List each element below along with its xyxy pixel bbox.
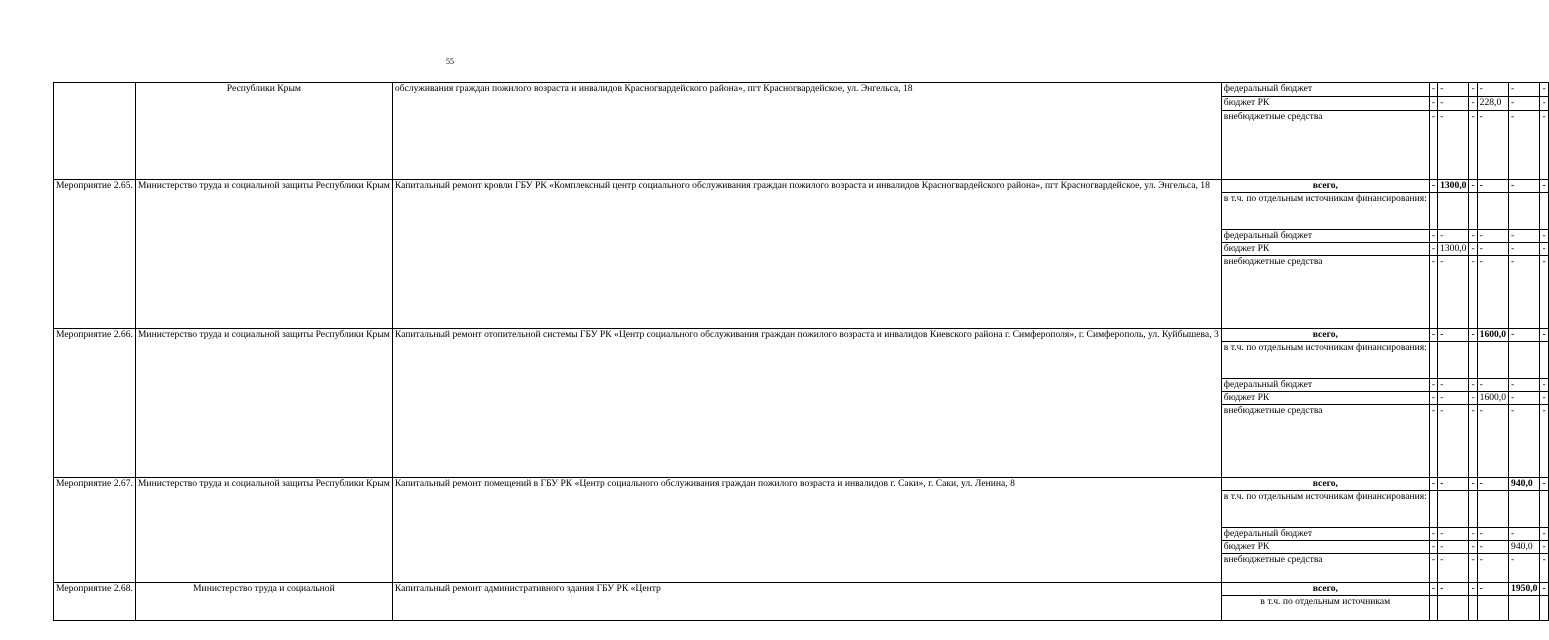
source-row-value-2: - xyxy=(1438,83,1469,97)
total-row-value-3: - xyxy=(1469,583,1477,596)
total-label-cell: всего, xyxy=(1221,180,1429,193)
measure-id-cell: Мероприятие 2.67. xyxy=(54,478,136,583)
org-cell: Министерство труда и социальной xyxy=(135,583,392,621)
total-row-value-6: - xyxy=(1540,583,1548,596)
empty-value-cell xyxy=(1509,491,1540,528)
source-row-value-6: - xyxy=(1540,83,1548,97)
org-cell: Министерство труда и социальной защиты Республики Крым xyxy=(135,329,392,478)
source-row-value-6: - xyxy=(1540,541,1548,554)
source-row-value-1: - xyxy=(1429,83,1437,97)
empty-value-cell xyxy=(1469,491,1477,528)
empty-value-cell xyxy=(1509,342,1540,379)
empty-value-cell xyxy=(1438,491,1469,528)
source-row-value-3: - xyxy=(1469,379,1477,392)
source-cell: бюджет РК xyxy=(1221,97,1429,111)
source-row-value-3: - xyxy=(1469,541,1477,554)
including-label-cell: в т.ч. по отдельным источникам финансирования: xyxy=(1221,193,1429,230)
page-number: 55 xyxy=(446,57,454,66)
source-row-value-1: - xyxy=(1429,528,1437,541)
empty-value-cell xyxy=(1477,193,1508,230)
source-row-value-4: - xyxy=(1477,379,1508,392)
source-row-value-5: - xyxy=(1509,83,1540,97)
source-row-value-4: - xyxy=(1477,83,1508,97)
source-row-value-2: 1300,0 xyxy=(1438,243,1469,256)
measure-id-cell xyxy=(54,83,136,180)
total-row-value-4: - xyxy=(1477,478,1508,491)
empty-value-cell xyxy=(1429,193,1437,230)
total-row xyxy=(54,329,1549,342)
total-row-value-1: - xyxy=(1429,478,1437,491)
empty-value-cell xyxy=(1438,342,1469,379)
source-row-value-5: - xyxy=(1509,111,1540,180)
total-row xyxy=(54,478,1549,491)
empty-value-cell xyxy=(1540,342,1548,379)
source-row-value-4: - xyxy=(1477,541,1508,554)
source-row-value-5: - xyxy=(1509,230,1540,243)
empty-value-cell xyxy=(1469,342,1477,379)
source-row-value-1: - xyxy=(1429,97,1437,111)
source-row-value-3: - xyxy=(1469,405,1477,478)
total-row-value-6: - xyxy=(1540,180,1548,193)
source-cell: внебюджетные средства xyxy=(1221,554,1429,583)
total-row-value-1: - xyxy=(1429,329,1437,342)
source-row-value-1: - xyxy=(1429,554,1437,583)
source-row-value-2: - xyxy=(1438,392,1469,405)
source-row-value-4: - xyxy=(1477,256,1508,329)
total-row-value-5: 1950,0 xyxy=(1509,583,1540,596)
source-row-value-1: - xyxy=(1429,243,1437,256)
total-row-value-4: 1600,0 xyxy=(1477,329,1508,342)
empty-value-cell xyxy=(1469,193,1477,230)
source-row-value-6: - xyxy=(1540,256,1548,329)
source-row-value-6: - xyxy=(1540,392,1548,405)
empty-value-cell xyxy=(1429,596,1437,621)
source-cell: внебюджетные средства xyxy=(1221,111,1429,180)
source-row-value-1: - xyxy=(1429,392,1437,405)
funding-table xyxy=(53,82,1549,621)
source-row-value-2: - xyxy=(1438,379,1469,392)
source-row-value-1: - xyxy=(1429,405,1437,478)
source-cell: бюджет РК xyxy=(1221,541,1429,554)
measure-name-cell: Капитальный ремонт отопительной системы ГБУ РК «Центр социального обслуживания граждан пожилого возраста и инвалидов Киевского района г. Симферополя», г. Симферополь, ул. Куйбышева, 3 xyxy=(392,329,1221,478)
empty-value-cell xyxy=(1509,193,1540,230)
source-row-value-6: - xyxy=(1540,97,1548,111)
total-row-value-3: - xyxy=(1469,180,1477,193)
total-row-value-3: - xyxy=(1469,478,1477,491)
total-row-value-5: - xyxy=(1509,329,1540,342)
total-label-cell: всего, xyxy=(1221,478,1429,491)
source-row-value-1: - xyxy=(1429,256,1437,329)
empty-value-cell xyxy=(1540,596,1548,621)
source-row-value-3: - xyxy=(1469,111,1477,180)
total-row-value-5: - xyxy=(1509,180,1540,193)
source-row-value-2: - xyxy=(1438,541,1469,554)
including-label-cell: в т.ч. по отдельным источникам xyxy=(1221,596,1429,621)
source-row-value-5: - xyxy=(1509,379,1540,392)
empty-value-cell xyxy=(1477,596,1508,621)
source-cell: федеральный бюджет xyxy=(1221,379,1429,392)
source-row-value-3: - xyxy=(1469,528,1477,541)
source-row-value-6: - xyxy=(1540,528,1548,541)
source-row-value-3: - xyxy=(1469,83,1477,97)
source-row-value-3: - xyxy=(1469,243,1477,256)
source-row-value-4: - xyxy=(1477,111,1508,180)
source-row-value-6: - xyxy=(1540,405,1548,478)
empty-value-cell xyxy=(1438,596,1469,621)
source-row-value-1: - xyxy=(1429,230,1437,243)
source-cell: федеральный бюджет xyxy=(1221,528,1429,541)
source-row-value-3: - xyxy=(1469,256,1477,329)
source-cell: федеральный бюджет xyxy=(1221,230,1429,243)
total-row-value-6: - xyxy=(1540,478,1548,491)
including-label-cell: в т.ч. по отдельным источникам финансирования: xyxy=(1221,342,1429,379)
source-row-value-5: - xyxy=(1509,256,1540,329)
measure-id-cell: Мероприятие 2.68. xyxy=(54,583,136,621)
source-row-value-3: - xyxy=(1469,97,1477,111)
total-row-value-2: - xyxy=(1438,583,1469,596)
source-row-value-6: - xyxy=(1540,243,1548,256)
empty-value-cell xyxy=(1469,596,1477,621)
source-row-value-5: - xyxy=(1509,554,1540,583)
total-row-value-1: - xyxy=(1429,583,1437,596)
org-cell: Республики Крым xyxy=(135,83,392,180)
measure-name-cell: обслуживания граждан пожилого возраста и инвалидов Красногвардейского района», пгт Красногвардейское, ул. Энгельса, 18 xyxy=(392,83,1221,180)
source-row-value-4: - xyxy=(1477,528,1508,541)
empty-value-cell xyxy=(1429,491,1437,528)
source-row-value-2: - xyxy=(1438,111,1469,180)
total-row-value-2: - xyxy=(1438,478,1469,491)
source-row-value-3: - xyxy=(1469,392,1477,405)
source-row-value-5: 940,0 xyxy=(1509,541,1540,554)
total-label-cell: всего, xyxy=(1221,583,1429,596)
total-row-value-2: - xyxy=(1438,329,1469,342)
source-row-value-1: - xyxy=(1429,541,1437,554)
empty-value-cell xyxy=(1429,342,1437,379)
source-row-value-5: - xyxy=(1509,405,1540,478)
source-cell: бюджет РК xyxy=(1221,243,1429,256)
source-row-value-2: - xyxy=(1438,405,1469,478)
source-row-value-5: - xyxy=(1509,243,1540,256)
source-row-value-6: - xyxy=(1540,111,1548,180)
source-row-value-4: - xyxy=(1477,405,1508,478)
empty-value-cell xyxy=(1540,491,1548,528)
empty-value-cell xyxy=(1540,193,1548,230)
source-row-value-4: - xyxy=(1477,554,1508,583)
source-row-value-2: - xyxy=(1438,256,1469,329)
source-row-value-1: - xyxy=(1429,379,1437,392)
total-row-value-3: - xyxy=(1469,329,1477,342)
total-label-cell: всего, xyxy=(1221,329,1429,342)
source-row-value-4: 1600,0 xyxy=(1477,392,1508,405)
measure-id-cell: Мероприятие 2.65. xyxy=(54,180,136,329)
empty-value-cell xyxy=(1509,596,1540,621)
source-cell: внебюджетные средства xyxy=(1221,405,1429,478)
total-row xyxy=(54,180,1549,193)
measure-id-cell: Мероприятие 2.66. xyxy=(54,329,136,478)
source-cell: федеральный бюджет xyxy=(1221,83,1429,97)
source-row-value-2: - xyxy=(1438,230,1469,243)
empty-value-cell xyxy=(1477,491,1508,528)
source-row-value-5: - xyxy=(1509,392,1540,405)
source-row-value-6: - xyxy=(1540,554,1548,583)
org-cell: Министерство труда и социальной защиты Республики Крым xyxy=(135,180,392,329)
source-row-value-1: - xyxy=(1429,111,1437,180)
including-label-cell: в т.ч. по отдельным источникам финансирования: xyxy=(1221,491,1429,528)
source-row-value-3: - xyxy=(1469,554,1477,583)
source-row-value-6: - xyxy=(1540,230,1548,243)
total-row-value-4: - xyxy=(1477,180,1508,193)
source-cell: бюджет РК xyxy=(1221,392,1429,405)
measure-name-cell: Капитальный ремонт помещений в ГБУ РК «Центр социального обслуживания граждан пожилого возраста и инвалидов г. Саки», г. Саки, ул. Ленина, 8 xyxy=(392,478,1221,583)
org-cell: Министерство труда и социальной защиты Республики Крым xyxy=(135,478,392,583)
measure-name-cell: Капитальный ремонт административного здания ГБУ РК «Центр xyxy=(392,583,1221,621)
measure-name-cell: Капитальный ремонт кровли ГБУ РК «Комплексный центр социального обслуживания граждан пожилого возраста и инвалидов Красногвардейского района», пгт Красногвардейское, ул. Энгельса, 18 xyxy=(392,180,1221,329)
source-row-value-2: - xyxy=(1438,528,1469,541)
source-row-value-4: 228,0 xyxy=(1477,97,1508,111)
source-cell: внебюджетные средства xyxy=(1221,256,1429,329)
source-row-value-5: - xyxy=(1509,97,1540,111)
total-row-value-1: - xyxy=(1429,180,1437,193)
source-row-value-2: - xyxy=(1438,97,1469,111)
source-row-value-5: - xyxy=(1509,528,1540,541)
total-row-value-2: 1300,0 xyxy=(1438,180,1469,193)
source-row-value-3: - xyxy=(1469,230,1477,243)
source-row-value-4: - xyxy=(1477,243,1508,256)
total-row-value-5: 940,0 xyxy=(1509,478,1540,491)
total-row-value-6: - xyxy=(1540,329,1548,342)
total-row xyxy=(54,583,1549,596)
source-row-value-4: - xyxy=(1477,230,1508,243)
source-row-value-6: - xyxy=(1540,379,1548,392)
empty-value-cell xyxy=(1438,193,1469,230)
source-row-value-2: - xyxy=(1438,554,1469,583)
empty-value-cell xyxy=(1477,342,1508,379)
total-row-value-4: - xyxy=(1477,583,1508,596)
table-row xyxy=(54,83,1549,97)
